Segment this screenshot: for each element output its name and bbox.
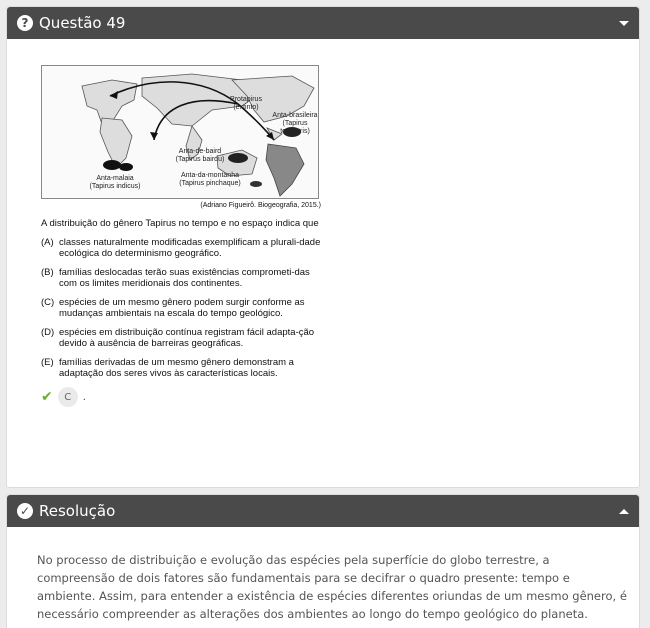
option-e[interactable] [41, 357, 327, 379]
option-letter: (E) [41, 357, 54, 368]
question-stem: A distribuição do gênero Tapirus no tempo e no espaço indica que [41, 218, 319, 229]
resolution-panel-header[interactable] [7, 495, 639, 527]
option-a[interactable] [41, 237, 327, 259]
resolution-panel [6, 494, 640, 628]
option-letter: (D) [41, 327, 55, 338]
question-panel-header[interactable] [7, 7, 639, 39]
option-text: espécies em distribuição contínua registram fácil adapta-ção devido à ausência de barreiras geográficas. [59, 327, 315, 349]
label-anta-brasileira: Anta-brasileira (Tapirus terrestris) [272, 112, 318, 135]
caret-up-icon[interactable] [619, 509, 629, 514]
option-letter: (B) [41, 267, 54, 278]
option-text: famílias derivadas de um mesmo gênero demonstram a adaptação dos seres vivos às características locais. [59, 357, 294, 379]
option-c[interactable] [41, 297, 327, 319]
label-anta-malaia: Anta-malaia (Tapirus indicus) [89, 175, 141, 190]
question-content [41, 65, 327, 407]
figure-caption: (Adriano Figueirô. Biogeografia, 2015.) [200, 202, 321, 209]
option-text: espécies de um mesmo gênero podem surgir conforme as mudanças ambientais na escala do tempo geológico. [59, 297, 305, 319]
answer-suffix: . [82, 391, 86, 403]
resolution-title: Resolução [39, 502, 116, 520]
option-text: classes naturalmente modificadas exemplificam a plurali-dade ecológica do determinismo geográfico. [59, 237, 321, 259]
checkmark-icon: ✔ [41, 389, 53, 405]
option-d[interactable] [41, 327, 327, 349]
answer-options [41, 237, 327, 379]
option-letter: (A) [41, 237, 54, 248]
resolution-text: No processo de distribuição e evolução das espécies pela superfície do globo terrestre, a compreensão de dois fatores são fundamentais para se decifrar o quadro presente: tempo e ambiente. Assim, para entender a existência de espécies diferentes oriundas de um mesmo gênero, é necessário compreender as alterações dos ambientes ao longo do tempo geológico do planeta. [37, 553, 627, 621]
option-letter: (C) [41, 297, 55, 308]
question-circle-icon: ? [17, 15, 33, 31]
option-text: famílias deslocadas terão suas existências comprometi-das com os limites meridionais dos continentes. [59, 267, 310, 289]
caret-down-icon[interactable] [619, 21, 629, 26]
label-anta-da-montanha: Anta-da-montanha (Tapirus pinchaque) [179, 172, 241, 187]
question-panel [6, 6, 640, 488]
label-protapirus: Protapirus (extinto) [230, 96, 262, 111]
question-title: Questão 49 [39, 14, 126, 32]
label-anta-de-baird: Anta-de-baird (Tapirus bairdu) [175, 148, 225, 163]
option-b[interactable] [41, 267, 327, 289]
tapirus-distribution-map [41, 65, 319, 199]
answer-indicator [41, 387, 327, 407]
answer-badge: C [58, 387, 78, 407]
check-circle-icon: ✓ [17, 503, 33, 519]
